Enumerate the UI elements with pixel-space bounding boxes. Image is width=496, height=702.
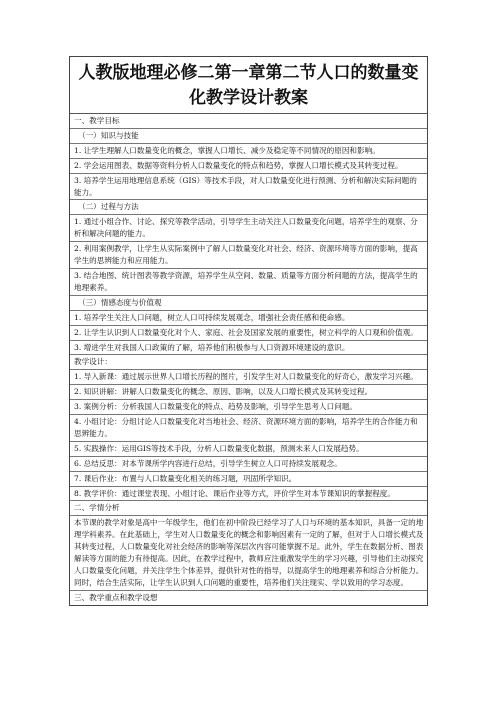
document-title: 人教版地理必修二第一章第二节人口的数量变化教学设计教案: [70, 57, 427, 114]
content-row: 1. 导入新课：通过展示世界人口增长历程的图片，引发学生对人口数量变化的好奇心，激发学习兴趣。: [70, 370, 427, 385]
content-row: 3. 增进学生对我国人口政策的了解，培养他们积极参与人口资源环境建设的意识。: [70, 341, 427, 356]
content-row: 2. 学会运用图表、数据等资料分析人口数量变化的特点和趋势，掌握人口增长模式及其转变过程。: [70, 159, 427, 174]
content-row: 8. 教学评价：通过课堂表现、小组讨论、课后作业等方式，评价学生对本节课知识的掌握程度。: [70, 487, 427, 502]
content-row: 6. 总结反思：对本节课所学内容进行总结，引导学生树立人口可持续发展观念。: [70, 457, 427, 472]
content-row: 3. 培养学生运用地理信息系统（GIS）等技术手段，对人口数量变化进行预测、分析和解决实际问题的能力。: [70, 174, 427, 201]
paragraph: 本节课的教学对象是高中一年级学生，他们在初中阶段已经学习了人口与环境的基本知识，具备一定的地理学科素养。在此基础上，学生对人口数量变化的概念和影响因素有一定的了解，但对于人口增长模式及其转变过程、人口数量变化对社会经济的影响等深层次内容可能掌握不足。此外，学生在数据分析、图表解读等方面的能力有待提高。因此，在教学过程中，教师应注重激发学生的学习兴趣，引导他们主动探究人口数量变化问题，并关注学生个体差异，提供针对性的指导，以提高学生的地理素养和综合分析能力。同时，结合生活实际，让学生认识到人口问题的重要性，培养他们关注现实、学以致用的学习态度。: [70, 516, 427, 590]
content-row: 2. 让学生认识到人口数量变化对个人、家庭、社会及国家发展的重要性，树立科学的人口观和价值观。: [70, 326, 427, 341]
sub-heading: （一）知识与技能: [70, 129, 427, 144]
content-row: 1. 让学生理解人口数量变化的概念，掌握人口增长、减少及稳定等不同情况的原因和影响。: [70, 144, 427, 159]
content-row: 5. 实践操作：运用GIS等技术手段，分析人口数量变化数据，预测未来人口发展趋势。: [70, 442, 427, 457]
section-heading: 三、教学重点和教学设想: [74, 592, 158, 602]
content-row: 4. 小组讨论：分组讨论人口数量变化对当地社会、经济、资源环境方面的影响，培养学生的合作能力和思辨能力。: [70, 415, 427, 442]
sub-heading: （二）过程与方法: [70, 200, 427, 215]
section-heading: 二、学情分析: [70, 501, 427, 516]
content-row: 2. 利用案例教学，让学生从实际案例中了解人口数量变化对社会、经济、资源环境等方面的影响，提高学生的思辨能力和应用能力。: [70, 242, 427, 269]
section-heading: 教学设计：: [70, 355, 427, 370]
document-table: [69, 56, 428, 606]
content-row: 3. 案例分析：分析我国人口数量变化的特点、趋势及影响，引导学生思考人口问题。: [70, 400, 427, 415]
content-row: 2. 知识讲解：讲解人口数量变化的概念、原因、影响，以及人口增长模式及其转变过程。: [70, 385, 427, 400]
section-heading: 一、教学目标: [70, 114, 427, 129]
sub-heading: （三）情感态度与价值观: [70, 296, 427, 311]
content-row: 1. 培养学生关注人口问题，树立人口可持续发展观念，增强社会责任感和使命感。: [70, 311, 427, 326]
content-row: 1. 通过小组合作、讨论、探究等教学活动，引导学生主动关注人口数量变化问题，培养学生的观察、分析和解决问题的能力。: [70, 215, 427, 242]
content-row: 7. 课后作业：布置与人口数量变化相关的练习题，巩固所学知识。: [70, 472, 427, 487]
content-row: 3. 结合地图、统计图表等教学资源，培养学生从空间、数量、质量等方面分析问题的方法，提高学生的地理素养。: [70, 269, 427, 296]
